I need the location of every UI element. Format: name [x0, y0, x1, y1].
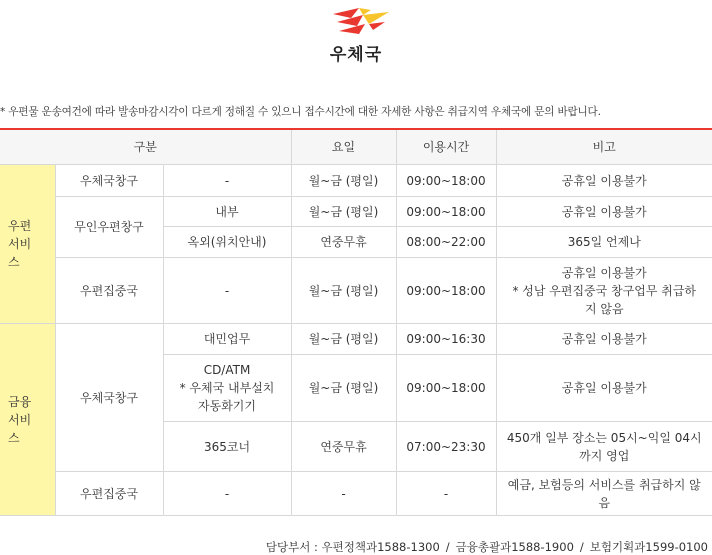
service-hours: 09:00~18:00 [396, 165, 496, 197]
header-note: 비고 [496, 129, 712, 165]
service-sub: CD/ATM * 우체국 내부설치 자동화기기 [163, 355, 291, 422]
service-hours: 07:00~23:30 [396, 422, 496, 472]
header-category: 구분 [0, 129, 291, 165]
service-note: 공휴일 이용불가 [496, 355, 712, 422]
table-row [0, 324, 712, 355]
table-row [0, 472, 712, 516]
notice-text: * 우편물 운송여건에 따라 발송마감시각이 다르게 정해질 수 있으니 접수시간에 대한 자세한 사항은 취급지역 우체국에 문의 바랍니다. [0, 106, 601, 118]
service-hours: 09:00~16:30 [396, 324, 496, 355]
service-day: - [291, 472, 396, 516]
table-row [0, 197, 712, 227]
service-name: 무인우편창구 [55, 197, 163, 258]
service-name: 우편집중국 [55, 258, 163, 324]
service-hours: 09:00~18:00 [396, 355, 496, 422]
service-name: 우편집중국 [55, 472, 163, 516]
category-postal-service: 우편 서비 스 [0, 165, 55, 324]
header-hours: 이용시간 [396, 129, 496, 165]
table-row [0, 258, 712, 324]
table-header-row [0, 129, 712, 165]
header-logo [0, 0, 712, 72]
contact-finance: 금융총괄과1588-1900 [455, 540, 574, 554]
separator: / [579, 540, 584, 554]
service-hours: 09:00~18:00 [396, 258, 496, 324]
separator: / [445, 540, 450, 554]
service-day: 월~금 (평일) [291, 258, 396, 324]
service-sub: - [163, 472, 291, 516]
service-day: 연중무휴 [291, 422, 396, 472]
service-sub: - [163, 165, 291, 197]
contact-insurance: 보험기획과1599-0100 [589, 540, 708, 554]
service-day: 월~금 (평일) [291, 197, 396, 227]
location-guide-link[interactable]: 옥외(위치안내) [163, 227, 291, 258]
dept-label: 담당부서 : [265, 540, 322, 554]
service-sub: 내부 [163, 197, 291, 227]
service-sub: - [163, 258, 291, 324]
service-sub: 대민업무 [163, 324, 291, 355]
logo-text: 우체국 [329, 45, 383, 65]
service-day: 월~금 (평일) [291, 165, 396, 197]
service-day: 월~금 (평일) [291, 324, 396, 355]
service-sub: 365코너 [163, 422, 291, 472]
service-note: 공휴일 이용불가 [496, 324, 712, 355]
service-name: 우체국창구 [55, 324, 163, 472]
service-day: 월~금 (평일) [291, 355, 396, 422]
contact-postal-policy: 우편정책과1588-1300 [321, 540, 440, 554]
service-note: 예금, 보험등의 서비스를 취급하지 않 음 [496, 472, 712, 516]
service-hours: 09:00~18:00 [396, 197, 496, 227]
service-note: 공휴일 이용불가 * 성남 우편집중국 창구업무 취급하 지 않음 [496, 258, 712, 324]
header-day: 요일 [291, 129, 396, 165]
contact-footer [266, 539, 708, 555]
korea-post-swallow-icon [329, 6, 391, 36]
service-day: 연중무휴 [291, 227, 396, 258]
service-note: 450개 일부 장소는 05시~익일 04시 까지 영업 [496, 422, 712, 472]
service-hours: - [396, 472, 496, 516]
service-note: 365일 언제나 [496, 227, 712, 258]
category-finance-service: 금융 서비 스 [0, 324, 55, 516]
service-note: 공휴일 이용불가 [496, 165, 712, 197]
service-hours: 08:00~22:00 [396, 227, 496, 258]
service-hours-table [0, 128, 712, 516]
service-note: 공휴일 이용불가 [496, 197, 712, 227]
table-row [0, 165, 712, 197]
service-name: 우체국창구 [55, 165, 163, 197]
